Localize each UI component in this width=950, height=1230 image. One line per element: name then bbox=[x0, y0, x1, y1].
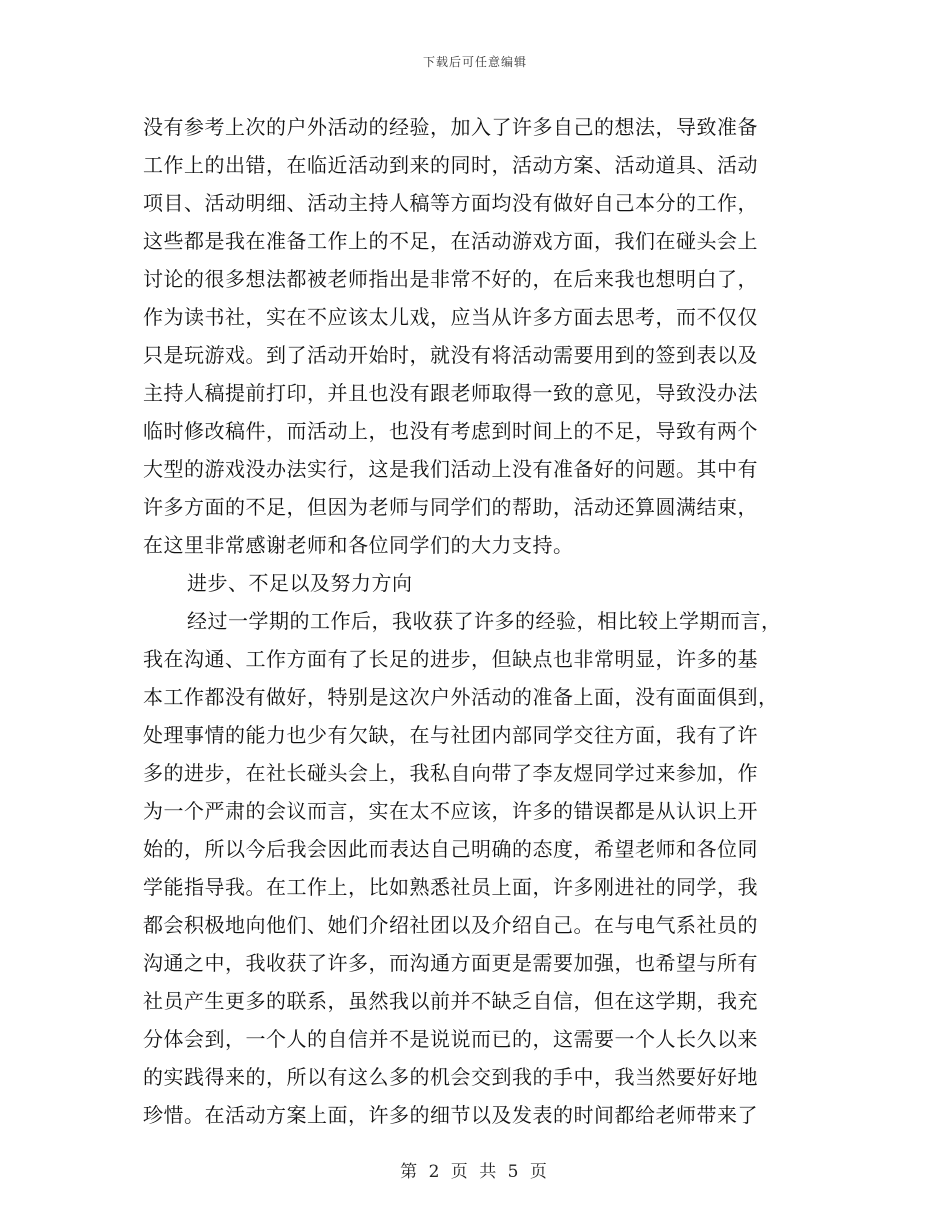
page-header: 下载后可任意编辑 bbox=[422, 55, 527, 69]
text-line: 我在沟通、工作方面有了长足的进步，但缺点也非常明显，许多的基 bbox=[143, 647, 758, 671]
text-line: 都会积极地向他们、她们介绍社团以及介绍自己。在与电气系社员的 bbox=[143, 913, 758, 937]
text-line: 工作上的出错，在临近活动到来的同时，活动方案、活动道具、活动 bbox=[143, 153, 758, 177]
text-line: 学能指导我。在工作上，比如熟悉社员上面，许多刚进社的同学，我 bbox=[143, 875, 758, 899]
text-line: 经过一学期的工作后，我收获了许多的经验，相比较上学期而言， bbox=[187, 609, 782, 633]
text-line: 项目、活动明细、活动主持人稿等方面均没有做好自己本分的工作， bbox=[143, 191, 758, 215]
text-line: 临时修改稿件，而活动上，也没有考虑到时间上的不足，导致有两个 bbox=[143, 419, 758, 443]
text-line: 没有参考上次的户外活动的经验，加入了许多自己的想法，导致准备 bbox=[143, 115, 758, 139]
text-line: 处理事情的能力也少有欠缺，在与社团内部同学交往方面，我有了许 bbox=[143, 723, 758, 747]
text-line: 多的进步，在社长碰头会上，我私自向带了李友煜同学过来参加，作 bbox=[143, 761, 758, 785]
text-line: 只是玩游戏。到了活动开始时，就没有将活动需要用到的签到表以及 bbox=[143, 343, 758, 367]
page-number: 第 2 页 共 5 页 bbox=[400, 1162, 550, 1182]
text-line: 大型的游戏没办法实行，这是我们活动上没有准备好的问题。其中有 bbox=[143, 457, 758, 481]
section-heading: 进步、不足以及努力方向 bbox=[187, 571, 413, 595]
text-line: 分体会到，一个人的自信并不是说说而已的，这需要一个人长久以来 bbox=[143, 1027, 758, 1051]
body-text bbox=[143, 108, 813, 1134]
text-line: 的实践得来的，所以有这么多的机会交到我的手中，我当然要好好地 bbox=[143, 1065, 758, 1089]
text-line: 始的，所以今后我会因此而表达自己明确的态度，希望老师和各位同 bbox=[143, 837, 758, 861]
text-line: 这些都是我在准备工作上的不足，在活动游戏方面，我们在碰头会上 bbox=[143, 229, 758, 253]
text-line: 许多方面的不足，但因为老师与同学们的帮助，活动还算圆满结束， bbox=[143, 495, 758, 519]
text-line: 社员产生更多的联系，虽然我以前并不缺乏自信，但在这学期，我充 bbox=[143, 989, 758, 1013]
text-line: 主持人稿提前打印，并且也没有跟老师取得一致的意见，导致没办法 bbox=[143, 381, 758, 405]
text-line: 为一个严肃的会议而言，实在太不应该，许多的错误都是从认识上开 bbox=[143, 799, 758, 823]
paragraph-activity-reflection bbox=[143, 108, 813, 564]
text-line: 本工作都没有做好，特别是这次户外活动的准备上面，没有面面俱到， bbox=[143, 685, 779, 709]
text-line: 讨论的很多想法都被老师指出是非常不好的，在后来我也想明白了， bbox=[143, 267, 758, 291]
paragraph-progress bbox=[143, 602, 813, 1134]
text-line: 珍惜。在活动方案上面，许多的细节以及发表的时间都给老师带来了 bbox=[143, 1103, 758, 1127]
text-line: 沟通之中，我收获了许多，而沟通方面更是需要加强，也希望与所有 bbox=[143, 951, 758, 975]
text-line: 作为读书社，实在不应该太儿戏，应当从许多方面去思考，而不仅仅 bbox=[143, 305, 758, 329]
text-line: 在这里非常感谢老师和各位同学们的大力支持。 bbox=[143, 533, 574, 557]
